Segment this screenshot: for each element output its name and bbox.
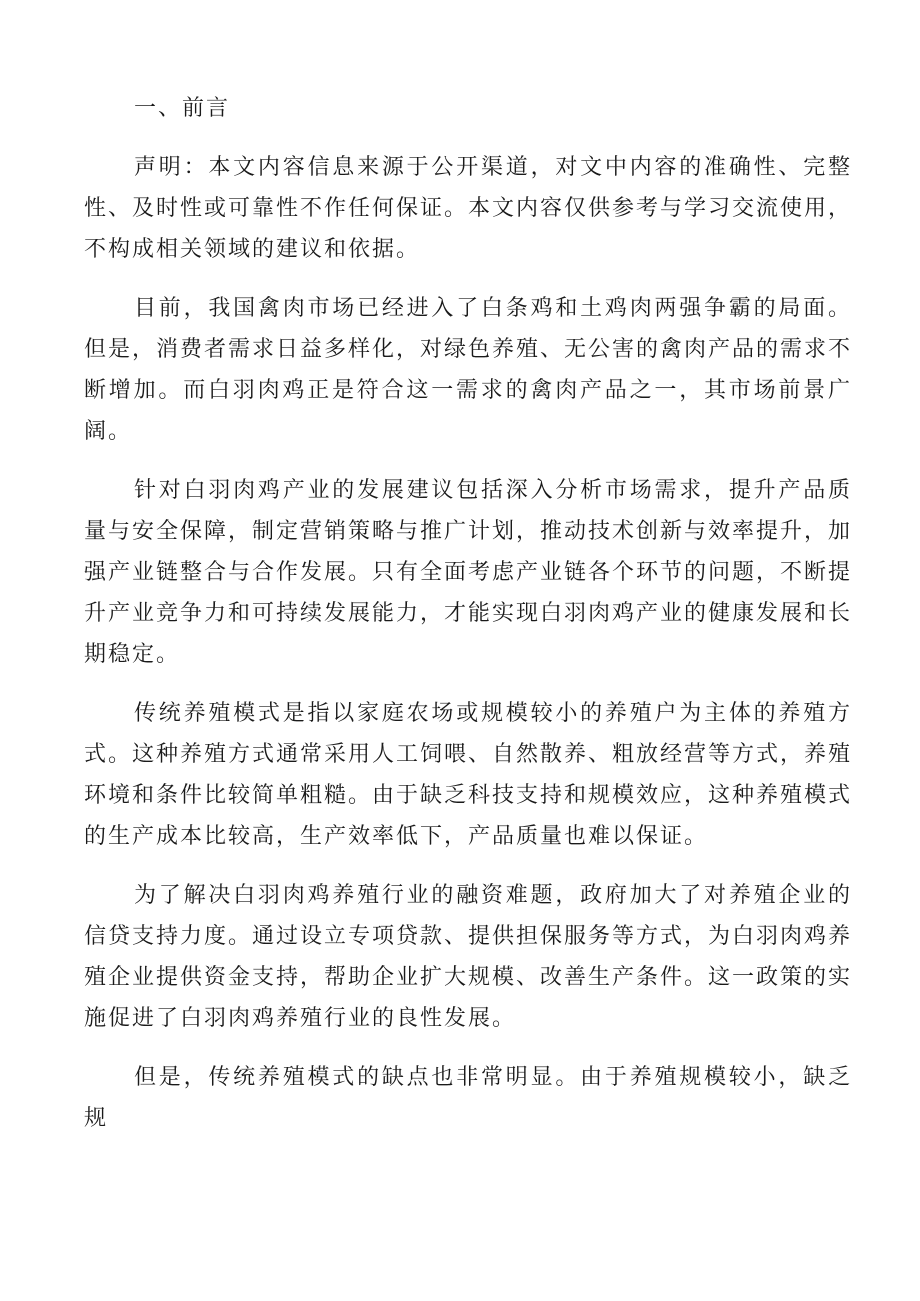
body-paragraph: 传统养殖模式是指以家庭农场或规模较小的养殖户为主体的养殖方式。这种养殖方式通常采用人工饲喂、自然散养、粗放经营等方式，养殖环境和条件比较简单粗糙。由于缺乏科技支持和规模效应，这种养殖模式的生产成本比较高，生产效率低下，产品质量也难以保证。 bbox=[84, 701, 853, 849]
body-paragraph: 为了解决白羽肉鸡养殖行业的融资难题，政府加大了对养殖企业的信贷支持力度。通过设立专项贷款、提供担保服务等方式，为白羽肉鸡养殖企业提供资金支持，帮助企业扩大规模、改善生产条件。这一政策的实施促进了白羽肉鸡养殖行业的良性发展。 bbox=[84, 883, 853, 1031]
body-paragraph: 针对白羽肉鸡产业的发展建议包括深入分析市场需求，提升产品质量与安全保障，制定营销策略与推广计划，推动技术创新与效率提升，加强产业链整合与合作发展。只有全面考虑产业链各个环节的问题，不断提升产业竞争力和可持续发展能力，才能实现白羽肉鸡产业的健康发展和长期稳定。 bbox=[84, 478, 853, 667]
body-paragraph: 但是，传统养殖模式的缺点也非常明显。由于养殖规模较小，缺乏规 bbox=[84, 1065, 852, 1131]
section-heading: 一、前言 bbox=[134, 96, 231, 121]
document-body bbox=[84, 88, 852, 1139]
body-paragraph: 目前，我国禽肉市场已经进入了白条鸡和土鸡肉两强争霸的局面。但是，消费者需求日益多样化，对绿色养殖、无公害的禽肉产品的需求不断增加。而白羽肉鸡正是符合这一需求的禽肉产品之一，其市场前景广阔。 bbox=[84, 296, 853, 444]
disclaimer-paragraph: 声明：本文内容信息来源于公开渠道，对文中内容的准确性、完整性、及时性或可靠性不作任何保证。本文内容仅供参考与学习交流使用，不构成相关领域的建议和依据。 bbox=[84, 155, 853, 262]
